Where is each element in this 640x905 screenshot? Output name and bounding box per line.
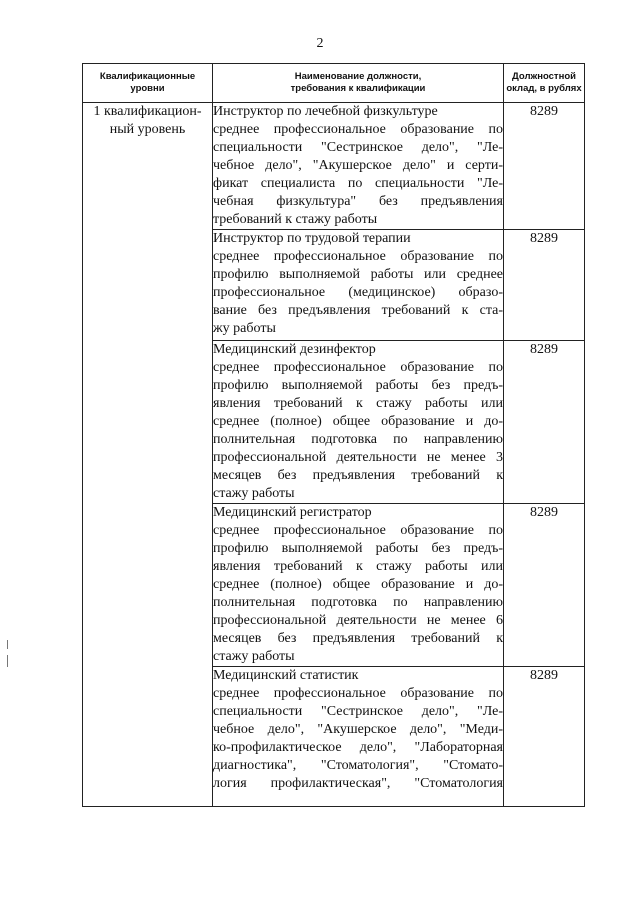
- table-header-row: [83, 64, 585, 103]
- requirement-line: вание без предъявления требований к ста-: [213, 303, 503, 318]
- requirement-line: профессиональное (медицинское) образо-: [213, 285, 503, 300]
- requirement-line: месяцев без предъявления требований к: [213, 468, 503, 483]
- requirement-line: чебное дело", "Акушерское дело", "Меди-: [213, 722, 503, 737]
- salary-cell: 8289: [504, 103, 585, 230]
- header-salary-line: оклад, в рублях: [506, 83, 582, 94]
- header-salary-line: Должностной: [512, 71, 576, 82]
- requirement-line: среднее (полное) общее образование и до-: [213, 414, 503, 429]
- salary-cell: 8289: [504, 667, 585, 807]
- requirement-line: фикат специалиста по специальности "Ле-: [213, 176, 503, 191]
- requirement-line: профилю выполняемой работы или среднее: [213, 267, 503, 282]
- position-description-cell: [213, 504, 504, 667]
- requirement-line: профилю выполняемой работы без предъ-: [213, 541, 503, 556]
- requirement-line: явления требований к стажу работы или: [213, 559, 503, 574]
- table-row: [83, 103, 585, 230]
- salary-cell: 8289: [504, 341, 585, 504]
- header-levels: [83, 64, 213, 103]
- position-description-cell: [213, 103, 504, 230]
- scan-margin-mark: [7, 640, 8, 649]
- header-position: [213, 64, 504, 103]
- requirement-line: явления требований к стажу работы или: [213, 396, 503, 411]
- position-title: Инструктор по трудовой терапии: [213, 231, 411, 246]
- requirement-line: среднее профессиональное образование по: [213, 249, 503, 264]
- requirement-line: стажу работы: [213, 486, 295, 501]
- requirement-line: профессиональной деятельности не менее 6: [213, 613, 503, 628]
- qualification-level-line: 1 квалификацион-: [93, 104, 202, 119]
- requirement-line: профилю выполняемой работы без предъ-: [213, 378, 503, 393]
- header-position-line: требования к квалификации: [290, 83, 426, 94]
- qualification-level-cell: [83, 103, 213, 807]
- requirement-line: чебная физкультура" без предъявления: [213, 194, 503, 209]
- salary-cell: 8289: [504, 230, 585, 341]
- position-description-cell: [213, 230, 504, 341]
- header-salary: [504, 64, 585, 103]
- requirement-line: среднее профессиональное образование по: [213, 523, 503, 538]
- requirement-line: ко-профилактическое дело", "Лабораторная: [213, 740, 503, 755]
- requirement-line: профессиональной деятельности не менее 3: [213, 450, 503, 465]
- position-description-cell: [213, 667, 504, 807]
- requirement-line: среднее профессиональное образование по: [213, 360, 503, 375]
- requirement-line: требований к стажу работы: [213, 212, 378, 227]
- position-title: Медицинский статистик: [213, 668, 359, 683]
- requirement-line: среднее профессиональное образование по: [213, 686, 503, 701]
- header-position-line: Наименование должности,: [294, 71, 422, 82]
- requirement-line: стажу работы: [213, 649, 295, 664]
- position-title: Медицинский дезинфектор: [213, 342, 376, 357]
- requirement-line: среднее профессиональное образование по: [213, 122, 503, 137]
- requirement-line: диагностика", "Стоматология", "Стомато-: [213, 758, 503, 773]
- requirement-line: среднее (полное) общее образование и до-: [213, 577, 503, 592]
- requirement-line: жу работы: [213, 321, 276, 336]
- requirement-line: логия профилактическая", "Стоматология: [213, 776, 503, 791]
- requirement-line: чебное дело", "Акушерское дело" и серти-: [213, 158, 503, 173]
- qualification-level-line: ный уровень: [109, 122, 186, 137]
- requirement-line: месяцев без предъявления требований к: [213, 631, 503, 646]
- position-title: Медицинский регистратор: [213, 505, 372, 520]
- requirement-line: полнительная подготовка по направлению: [213, 595, 503, 610]
- scan-margin-mark: [7, 655, 8, 667]
- requirement-line: специальности "Сестринское дело", "Ле-: [213, 140, 503, 155]
- position-title: Инструктор по лечебной физкультуре: [213, 104, 438, 119]
- requirement-line: специальности "Сестринское дело", "Ле-: [213, 704, 503, 719]
- header-levels-line: уровни: [130, 83, 165, 94]
- requirement-line: полнительная подготовка по направлению: [213, 432, 503, 447]
- header-levels-line: Квалификационные: [99, 71, 196, 82]
- salary-cell: 8289: [504, 504, 585, 667]
- position-description-cell: [213, 341, 504, 504]
- page-number: 2: [316, 36, 324, 51]
- qualification-table: [82, 63, 585, 807]
